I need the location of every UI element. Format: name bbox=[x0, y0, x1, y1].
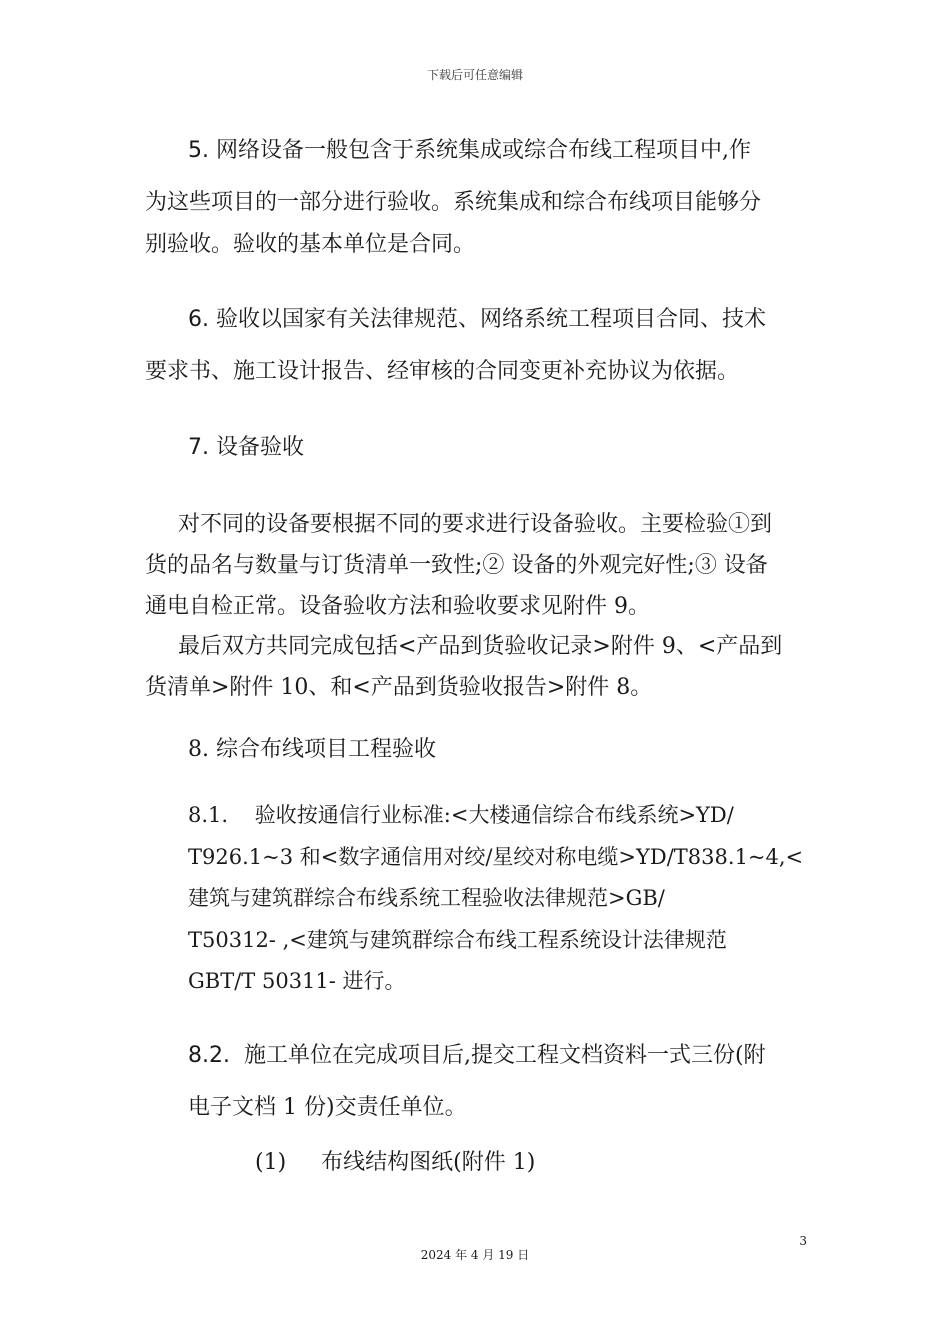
section-7-heading bbox=[188, 433, 868, 463]
footer-date: 2024 年 4 月 19 日 bbox=[420, 1248, 530, 1262]
section-7-p1-line-1: 对不同的设备要根据不同的要求进行设备验收。主要检验①到 bbox=[178, 512, 773, 537]
section-8-1-line-1 bbox=[188, 800, 828, 830]
section-5-number: 5. bbox=[188, 138, 209, 163]
section-8-1-line-5: GBT/T 50311- 进行。 bbox=[188, 969, 406, 993]
section-8-2-number: 8.2. bbox=[188, 1043, 230, 1068]
section-6-line-2: 要求书、施工设计报告、经审核的合同变更补充协议为依据。 bbox=[145, 359, 740, 384]
section-6-line-1 bbox=[188, 305, 868, 335]
section-7-p1-line-2: 货的品名与数量与订货清单一致性;② 设备的外观完好性;③ 设备 bbox=[145, 553, 768, 578]
section-8-1-number: 8.1. bbox=[188, 803, 229, 827]
section-7-number: 7. bbox=[188, 435, 209, 460]
section-5-text-1: 网络设备一般包含于系统集成或综合布线工程项目中,作 bbox=[216, 138, 751, 163]
section-7-title: 设备验收 bbox=[216, 435, 305, 460]
section-7-p2-line-1: 最后双方共同完成包括<产品到货验收记录>附件 9、<产品到 bbox=[178, 634, 783, 659]
page-number: 3 bbox=[799, 1234, 807, 1248]
section-7-p2-line-2: 货清单>附件 10、和<产品到货验收报告>附件 8。 bbox=[145, 675, 653, 700]
list-item-1-text: 布线结构图纸(附件 1) bbox=[321, 1150, 536, 1175]
section-5-line-3: 别验收。验收的基本单位是合同。 bbox=[145, 232, 476, 257]
section-6-number: 6. bbox=[188, 307, 209, 332]
section-8-2-line-2: 电子文档 1 份)交责任单位。 bbox=[188, 1095, 467, 1120]
section-8-1-line-2: T926.1~3 和<数字通信用对绞/星绞对称电缆>YD/T838.1~4,< bbox=[188, 845, 804, 869]
section-8-1-text-1: 验收按通信行业标准:<大楼通信综合布线系统>YD/ bbox=[254, 803, 734, 827]
section-8-title: 8. 综合布线项目工程验收 bbox=[188, 737, 436, 762]
section-8-2-line-1 bbox=[188, 1041, 868, 1071]
section-5-line-1 bbox=[188, 136, 868, 166]
section-5-line-2: 为这些项目的一部分进行验收。系统集成和综合布线项目能够分 bbox=[145, 190, 762, 215]
section-8-1-line-4: T50312- ,<建筑与建筑群综合布线工程系统设计法律规范 bbox=[188, 928, 727, 952]
page-header: 下载后可任意编辑 bbox=[426, 68, 523, 82]
list-item-1 bbox=[255, 1148, 935, 1178]
list-item-1-number: (1) bbox=[255, 1150, 287, 1175]
section-6-text-1: 验收以国家有关法律规范、网络系统工程项目合同、技术 bbox=[216, 307, 767, 332]
section-8-2-text-1: 施工单位在完成项目后,提交工程文档资料一式三份(附 bbox=[243, 1043, 766, 1068]
section-7-p1-line-3: 通电自检正常。设备验收方法和验收要求见附件 9。 bbox=[145, 594, 650, 619]
section-8-1-line-3: 建筑与建筑群综合布线系统工程验收法律规范>GB/ bbox=[188, 886, 665, 910]
